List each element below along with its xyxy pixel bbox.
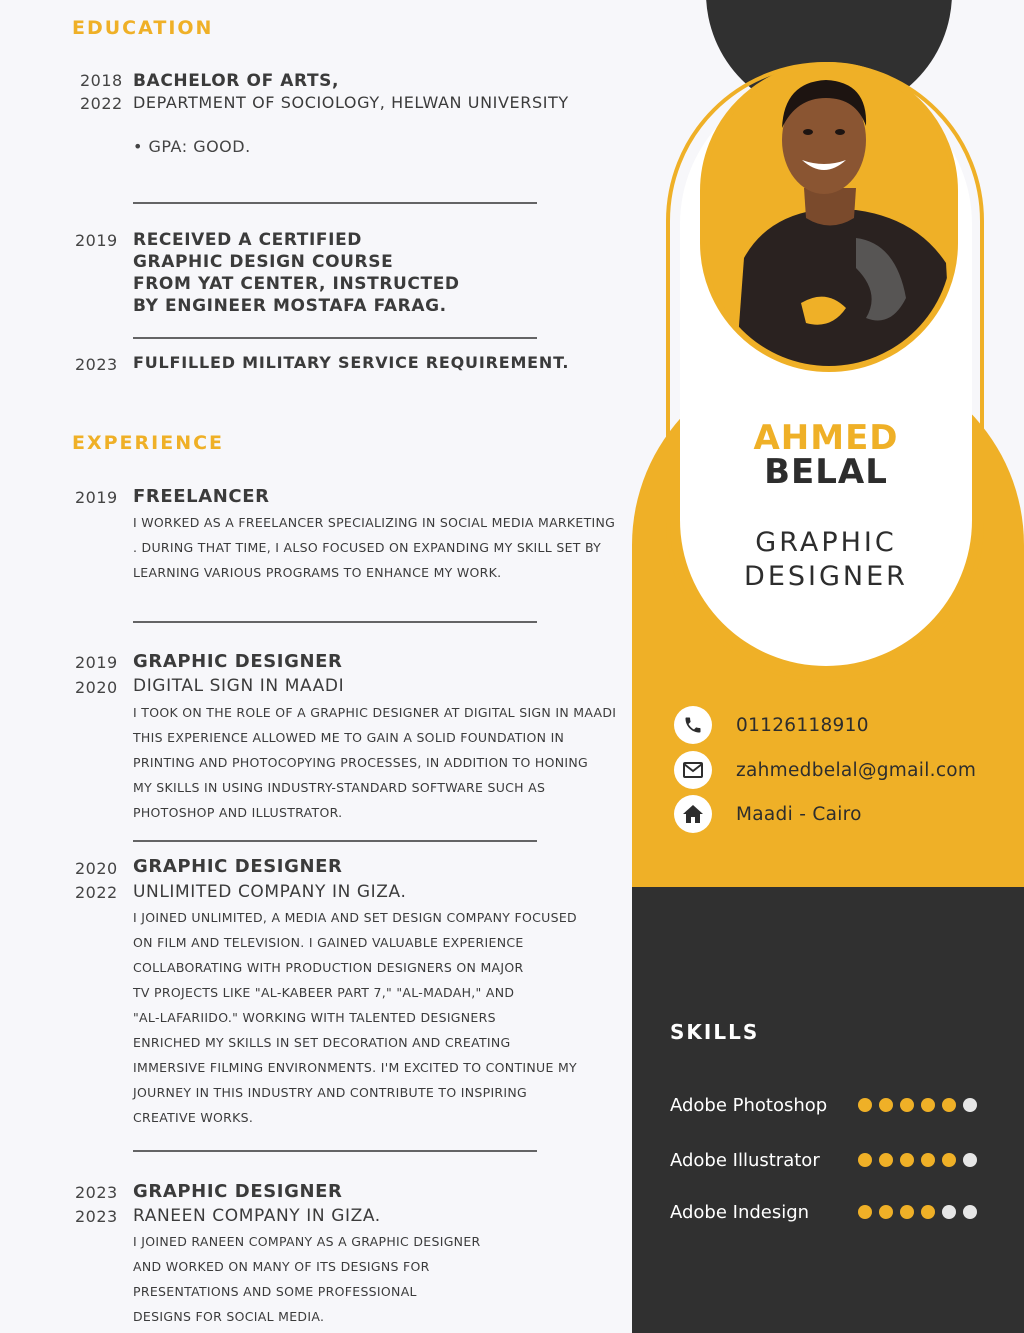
exp-2-line: MY SKILLS IN USING INDUSTRY-STANDARD SOFTWARE SUCH AS bbox=[133, 780, 546, 795]
exp-2-line: PRINTING AND PHOTOCOPYING PROCESSES, IN ADDITION TO HONING bbox=[133, 755, 588, 770]
edu-1-gpa: • GPA: GOOD. bbox=[133, 137, 251, 156]
rating-dot-filled bbox=[921, 1098, 935, 1112]
exp-1-year: 2019 bbox=[75, 488, 118, 507]
exp-4-description bbox=[133, 1229, 481, 1329]
rating-dot-empty bbox=[942, 1205, 956, 1219]
profile-photo bbox=[700, 62, 958, 372]
phone-icon bbox=[674, 706, 712, 744]
exp-4-year-end: 2023 bbox=[75, 1207, 118, 1226]
rating-dot-filled bbox=[879, 1153, 893, 1167]
last-name: BELAL bbox=[764, 452, 888, 492]
skill-rating bbox=[858, 1205, 977, 1219]
rating-dot-filled bbox=[942, 1153, 956, 1167]
exp-3-company: UNLIMITED COMPANY IN GIZA. bbox=[133, 882, 407, 902]
divider bbox=[133, 840, 537, 842]
divider bbox=[133, 621, 537, 623]
skills-title: SKILLS bbox=[670, 1020, 760, 1044]
rating-dot-filled bbox=[900, 1098, 914, 1112]
contact-email[interactable] bbox=[674, 751, 976, 789]
exp-2-heading: GRAPHIC DESIGNER bbox=[133, 651, 343, 672]
rating-dot-filled bbox=[921, 1153, 935, 1167]
exp-2-line: I TOOK ON THE ROLE OF A GRAPHIC DESIGNER AT DIGITAL SIGN IN MAADI bbox=[133, 705, 617, 720]
exp-2-company: DIGITAL SIGN IN MAADI bbox=[133, 676, 345, 696]
divider bbox=[133, 1150, 537, 1152]
rating-dot-empty bbox=[963, 1205, 977, 1219]
exp-1-description bbox=[133, 510, 615, 585]
exp-2-description bbox=[133, 700, 616, 825]
exp-3-line: ON FILM AND TELEVISION. I GAINED VALUABLE EXPERIENCE bbox=[133, 935, 524, 950]
skill-name: Adobe Photoshop bbox=[670, 1094, 828, 1116]
rating-dot-filled bbox=[858, 1098, 872, 1112]
exp-4-year-start: 2023 bbox=[75, 1183, 118, 1202]
exp-2-line: THIS EXPERIENCE ALLOWED ME TO GAIN A SOLID FOUNDATION IN bbox=[133, 730, 565, 745]
rating-dot-empty bbox=[963, 1098, 977, 1112]
skill-name: Adobe Illustrator bbox=[670, 1149, 820, 1171]
exp-2-line: PHOTOSHOP AND ILLUSTRATOR. bbox=[133, 805, 343, 820]
exp-2-year-start: 2019 bbox=[75, 653, 118, 672]
rating-dot-filled bbox=[900, 1205, 914, 1219]
exp-3-line: TV PROJECTS LIKE "AL-KABEER PART 7," "AL-MADAH," AND bbox=[133, 985, 515, 1000]
home-icon bbox=[674, 795, 712, 833]
exp-3-line: "AL-LAFARIIDO." WORKING WITH TALENTED DESIGNERS bbox=[133, 1010, 496, 1025]
person-illustration bbox=[706, 68, 952, 366]
rating-dot-filled bbox=[921, 1205, 935, 1219]
exp-1-heading: FREELANCER bbox=[133, 486, 270, 507]
rating-dot-filled bbox=[858, 1205, 872, 1219]
skill-photoshop bbox=[670, 1093, 990, 1117]
contact-location bbox=[674, 795, 862, 833]
exp-3-description bbox=[133, 905, 577, 1130]
edu-3-year: 2023 bbox=[75, 355, 118, 374]
job-title: GRAPHIC DESIGNER bbox=[744, 527, 908, 592]
exp-1-line: LEARNING VARIOUS PROGRAMS TO ENHANCE MY WORK. bbox=[133, 565, 502, 580]
exp-1-line: . DURING THAT TIME, I ALSO FOCUSED ON EXPANDING MY SKILL SET BY bbox=[133, 540, 602, 555]
edu-2-heading: RECEIVED A CERTIFIED GRAPHIC DESIGN COURSE FROM YAT CENTER, INSTRUCTED BY ENGINEER MOSTAFA FARAG. bbox=[133, 230, 460, 316]
exp-3-line: COLLABORATING WITH PRODUCTION DESIGNERS ON MAJOR bbox=[133, 960, 524, 975]
first-name: AHMED bbox=[753, 418, 899, 458]
divider bbox=[133, 202, 537, 204]
email-address: zahmedbelal@gmail.com bbox=[736, 759, 977, 781]
exp-3-year-start: 2020 bbox=[75, 859, 118, 878]
rating-dot-filled bbox=[879, 1098, 893, 1112]
skill-illustrator bbox=[670, 1148, 990, 1172]
edu-2-year: 2019 bbox=[75, 231, 118, 250]
edu-1-year-start: 2018 bbox=[80, 71, 123, 90]
exp-3-line: I JOINED UNLIMITED, A MEDIA AND SET DESIGN COMPANY FOCUSED bbox=[133, 910, 577, 925]
edu-3-heading: FULFILLED MILITARY SERVICE REQUIREMENT. bbox=[133, 353, 570, 372]
exp-2-year-end: 2020 bbox=[75, 678, 118, 697]
edu-1-heading: BACHELOR OF ARTS, bbox=[133, 71, 340, 91]
exp-4-company: RANEEN COMPANY IN GIZA. bbox=[133, 1206, 381, 1226]
edu-1-sub: DEPARTMENT OF SOCIOLOGY, HELWAN UNIVERSITY bbox=[133, 93, 569, 112]
exp-3-heading: GRAPHIC DESIGNER bbox=[133, 856, 343, 877]
exp-3-year-end: 2022 bbox=[75, 883, 118, 902]
skill-rating bbox=[858, 1153, 977, 1167]
skill-rating bbox=[858, 1098, 977, 1112]
exp-4-line: PRESENTATIONS AND SOME PROFESSIONAL bbox=[133, 1284, 417, 1299]
exp-1-line: I WORKED AS A FREELANCER SPECIALIZING IN SOCIAL MEDIA MARKETING bbox=[133, 515, 616, 530]
rating-dot-filled bbox=[942, 1098, 956, 1112]
rating-dot-filled bbox=[879, 1205, 893, 1219]
exp-3-line: CREATIVE WORKS. bbox=[133, 1110, 254, 1125]
contact-phone[interactable] bbox=[674, 706, 869, 744]
exp-3-line: IMMERSIVE FILMING ENVIRONMENTS. I'M EXCITED TO CONTINUE MY bbox=[133, 1060, 577, 1075]
exp-3-line: ENRICHED MY SKILLS IN SET DECORATION AND CREATING bbox=[133, 1035, 511, 1050]
exp-4-line: AND WORKED ON MANY OF ITS DESIGNS FOR bbox=[133, 1259, 430, 1274]
exp-4-heading: GRAPHIC DESIGNER bbox=[133, 1181, 343, 1202]
divider bbox=[133, 337, 537, 339]
location: Maadi - Cairo bbox=[736, 803, 862, 825]
rating-dot-empty bbox=[963, 1153, 977, 1167]
rating-dot-filled bbox=[858, 1153, 872, 1167]
exp-4-line: I JOINED RANEEN COMPANY AS A GRAPHIC DESIGNER bbox=[133, 1234, 481, 1249]
education-title: EDUCATION bbox=[72, 17, 214, 39]
rating-dot-filled bbox=[900, 1153, 914, 1167]
skill-indesign bbox=[670, 1200, 990, 1224]
phone-number: 01126118910 bbox=[736, 714, 869, 736]
experience-title: EXPERIENCE bbox=[72, 432, 225, 454]
skill-name: Adobe Indesign bbox=[670, 1201, 810, 1223]
exp-4-line: DESIGNS FOR SOCIAL MEDIA. bbox=[133, 1309, 325, 1324]
envelope-icon bbox=[674, 751, 712, 789]
edu-1-year-end: 2022 bbox=[80, 94, 123, 113]
exp-3-line: JOURNEY IN THIS INDUSTRY AND CONTRIBUTE TO INSPIRING bbox=[133, 1085, 528, 1100]
